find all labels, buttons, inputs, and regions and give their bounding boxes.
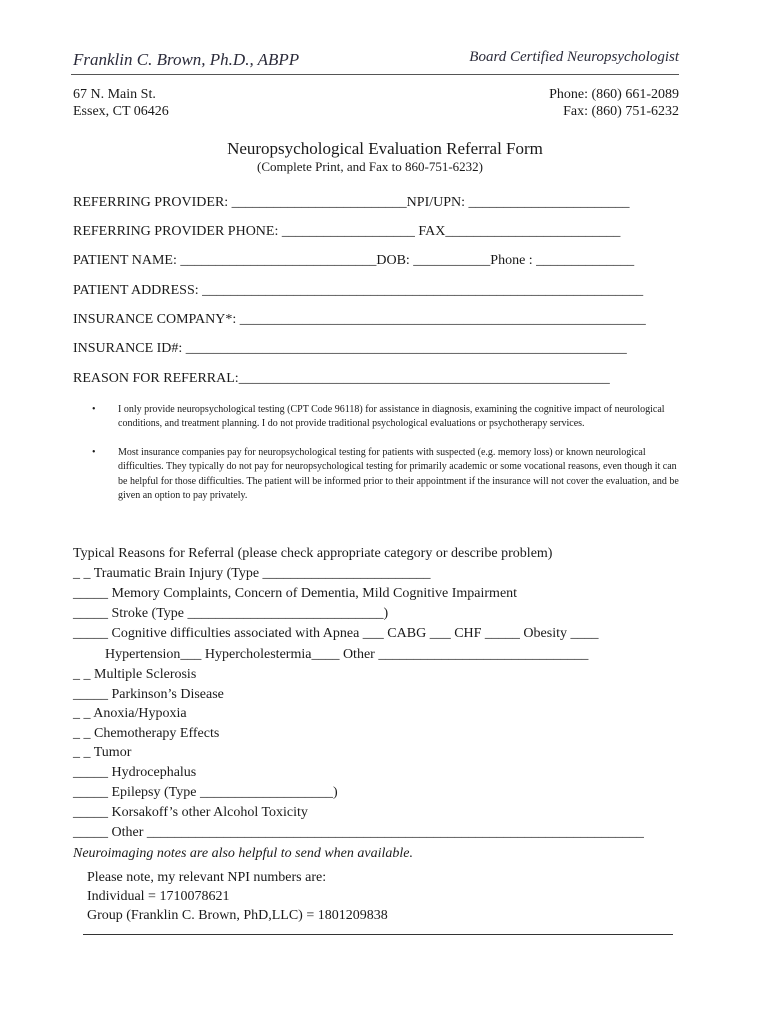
address-line-1: 67 N. Main St. [73,87,156,102]
bullet-icon: • [92,446,96,458]
field-referring-provider[interactable]: REFERRING PROVIDER: _________________________NPI/UPN: _______________________ [73,195,630,210]
reason-other[interactable]: _____ Other _______________________________________________________________________ [73,825,644,840]
reason-hydrocephalus[interactable]: _____ Hydrocephalus [73,765,197,780]
npi-individual: Individual = 1710078621 [87,889,230,904]
reason-memory-complaints[interactable]: _____ Memory Complaints, Concern of Dementia, Mild Cognitive Impairment [73,586,518,601]
field-insurance-id[interactable]: INSURANCE ID#: _______________________________________________________________ [73,341,627,356]
fax-number: Fax: (860) 751-6232 [563,104,679,119]
provider-address [73,86,169,120]
reason-parkinsons[interactable]: _____ Parkinson’s Disease [73,687,224,702]
reason-korsakoff[interactable]: _____ Korsakoff’s other Alcohol Toxicity [73,805,308,820]
provider-name: Franklin C. Brown, Ph.D., ABPP [73,50,300,69]
note-text: Most insurance companies pay for neuropsychological testing for patients with suspected (e.g. memory loss) or known neurological difficulties. They typically do not pay for neuropsychological testing for primarily academic or some vocational reasons, even though it can be helpful for those difficulties. The patient will be informed prior to their appointment if the insurance will not cover the evaluation, and be given an option to pay privately. [118,446,679,502]
neuroimaging-note: Neuroimaging notes are also helpful to send when available. [73,846,413,861]
reason-cognitive-difficulties-continued[interactable]: Hypertension___ Hypercholestermia____ Other ______________________________ [105,647,589,662]
field-reason-for-referral[interactable]: REASON FOR REFERRAL:_____________________________________________________ [73,371,610,386]
footer-divider [83,934,673,935]
reason-multiple-sclerosis[interactable]: _ _ Multiple Sclerosis [73,667,197,682]
reason-cognitive-difficulties[interactable]: _____ Cognitive difficulties associated with Apnea ___ CABG ___ CHF _____ Obesity ____ [73,626,599,641]
field-referring-provider-phone[interactable]: REFERRING PROVIDER PHONE: ___________________ FAX_________________________ [73,224,621,239]
list-item [90,403,685,432]
reasons-heading: Typical Reasons for Referral (please check appropriate category or describe problem) [73,546,553,561]
bullet-icon: • [92,404,96,415]
provider-contact [549,86,679,120]
reason-anoxia[interactable]: _ _ Anoxia/Hypoxia [73,706,187,721]
reason-epilepsy[interactable]: _____ Epilepsy (Type ___________________) [73,785,338,800]
phone-number: Phone: (860) 661-2089 [549,87,679,102]
reason-tumor[interactable]: _ _ Tumor [73,745,132,760]
note-text: I only provide neuropsychological testing (CPT Code 96118) for assistance in diagnosis, examining the cognitive impact of neurological conditions, and treatment planning. I do not provide traditional psychological evaluations or psychotherapy services. [118,404,665,430]
reason-traumatic-brain-injury[interactable]: _ _ Traumatic Brain Injury (Type ________________________ [73,566,431,581]
npi-group: Group (Franklin C. Brown, PhD,LLC) = 1801209838 [87,908,388,923]
reason-stroke[interactable]: _____ Stroke (Type ____________________________) [73,606,389,621]
field-patient-address[interactable]: PATIENT ADDRESS: _______________________________________________________________ [73,283,644,298]
field-insurance-company[interactable]: INSURANCE COMPANY*: __________________________________________________________ [73,312,646,327]
header-divider [71,74,679,75]
npi-intro: Please note, my relevant NPI numbers are: [87,870,327,885]
form-title: Neuropsychological Evaluation Referral Form [227,139,543,158]
referral-notes-list [90,403,685,517]
list-item [90,446,685,504]
address-line-2: Essex, CT 06426 [73,104,169,119]
provider-title: Board Certified Neuropsychologist [469,49,679,65]
form-subtitle: (Complete Print, and Fax to 860-751-6232) [256,159,484,174]
field-patient-name[interactable]: PATIENT NAME: ____________________________DOB: ___________Phone : ______________ [73,253,635,268]
reason-chemotherapy[interactable]: _ _ Chemotherapy Effects [73,726,220,741]
